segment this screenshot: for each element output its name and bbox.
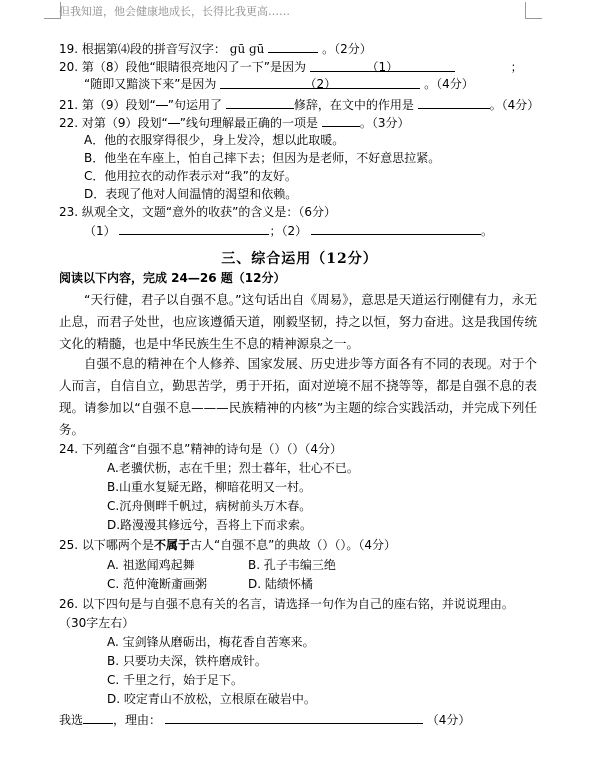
question-text: 根据第⑷段的拼音写汉字： — [81, 42, 226, 56]
question-score: 。（3分） — [359, 116, 410, 130]
option-b: B. 孔子韦编三绝 — [248, 558, 336, 572]
question-text: 第（8）段他“眼睛很亮地闪了一下”是因为 — [81, 60, 306, 74]
passage-paragraph-2: 自强不息的精神在个人修养、国家发展、历史进步等方面各有不同的表现。对于个人而言，自信自立，勤思苦学，勇于开拓，面对逆境不屈不挠等等，都是自强不息的表现。 — [59, 356, 537, 415]
answer-blank[interactable] — [418, 96, 490, 109]
answer-blank-2[interactable] — [220, 76, 420, 89]
passage-paragraph-3: 请参加以“自强不息———民族精神的内核”为主题的综合实践活动，并完成下列任务。 — [59, 400, 537, 437]
question-text: 第（9）段划“ — [81, 98, 156, 112]
section-intro: 阅读以下内容，完成 24—26 题（12分） — [59, 271, 286, 285]
question-number: 22. — [59, 116, 79, 130]
question-24 — [59, 441, 342, 457]
option-d: D．表现了他对人间温情的渴望和依赖。 — [84, 187, 298, 201]
punctuation: 。 — [480, 224, 493, 238]
answer-blank-2[interactable] — [311, 222, 481, 235]
answer-blank-1[interactable] — [119, 222, 269, 235]
option-c: C．他用拉衣的动作表示对“我”的友好。 — [84, 169, 297, 183]
answer-blank[interactable] — [226, 96, 294, 109]
question-score: 。（2分） — [322, 42, 372, 56]
question-text: 纵观全文，文题“意外的收获”的含义是：（6分） — [81, 205, 336, 219]
question-number: 26. — [59, 597, 79, 611]
question-20-line-1 — [59, 59, 523, 75]
option-b: B.山重水复疑无路，柳暗花明又一村。 — [107, 480, 312, 494]
blank-label: （2） — [304, 77, 337, 91]
question-score: 。（4分） — [424, 77, 474, 91]
answer-blank-1[interactable] — [310, 59, 455, 72]
corner-mark-right — [525, 2, 542, 19]
option-a: A．他的衣服穿得很少，身上发冷，想以此取暖。 — [84, 133, 345, 147]
question-20-line-2 — [84, 76, 474, 92]
question-text: 修辞，在文中的作用是 — [293, 98, 414, 112]
option-a: A. 祖逖闻鸡起舞 — [107, 558, 195, 572]
option-c: C. 千里之行，始于足下。 — [107, 673, 244, 687]
emphasis-text: 不属于 — [153, 538, 190, 552]
question-text: 以下哪两个是 — [81, 538, 154, 552]
reason-label: ，理由： — [113, 713, 162, 727]
question-26-word-limit: （30字左右） — [59, 616, 135, 630]
option-d: D. 陆绩怀橘 — [248, 577, 313, 591]
wavy-underline-mark — [156, 101, 168, 106]
option-d: D.路漫漫其修远兮，吾将上下而求索。 — [107, 518, 313, 532]
reason-blank[interactable] — [165, 711, 423, 724]
option-a: A.老骥伏枥，志在千里；烈士暮年，壮心不已。 — [107, 461, 359, 475]
question-22 — [59, 114, 409, 131]
question-26 — [59, 596, 514, 612]
answer-label-1: （1） — [84, 224, 116, 238]
question-26-answer — [59, 711, 470, 728]
question-19 — [59, 40, 372, 57]
question-21 — [59, 96, 539, 113]
question-25 — [59, 537, 396, 553]
question-text: 古人“自强不息”的典故（）（）。（4分） — [189, 538, 397, 552]
option-d: D. 咬定青山不放松，立根原在破岩中。 — [107, 692, 316, 706]
question-number: 23. — [59, 205, 79, 219]
question-text: “随即又黯淡下来”是因为 — [84, 77, 217, 91]
passage-paragraph-1: “天行健，君子以自强不息。”这句话出自《周易》，意思是天道运行刚健有力，永无止息，而君子处世，也应该遵循天道，刚毅坚韧，持之以恒，努力奋进。这是我国传统文化的精髓，也是中华民族生生不息的精神源泉之一。 — [59, 292, 537, 351]
question-number: 21. — [59, 98, 79, 112]
question-score: 。（4分） — [489, 98, 540, 112]
choice-blank[interactable] — [83, 711, 113, 724]
question-text: ”线句理解最正确的一项是 — [179, 116, 318, 130]
answer-blank[interactable] — [322, 114, 360, 127]
pinyin: ɡū ɡū — [229, 42, 265, 56]
question-23-answers — [84, 222, 493, 239]
question-23 — [59, 204, 336, 220]
question-text: 以下四句是与自强不息有关的名言，请选择一句作为自己的座右铭，并说说理由。 — [81, 597, 514, 611]
question-number: 24. — [59, 442, 79, 456]
question-text: 下列蕴含“自强不息”精神的诗句是（）（）（4分） — [81, 442, 342, 456]
question-text: ”句运用了 — [167, 98, 222, 112]
option-a: A. 宝剑锋从磨砺出，梅花香自苦寒来。 — [107, 635, 315, 649]
option-c: C.沉舟侧畔千帆过，病树前头万木春。 — [107, 499, 312, 513]
answer-blank[interactable] — [268, 40, 318, 53]
question-score: （4分） — [426, 713, 471, 727]
blank-label: （1） — [366, 60, 399, 74]
underline-mark — [168, 119, 180, 124]
question-number: 25. — [59, 538, 79, 552]
answer-label-2: ；（2） — [269, 224, 308, 238]
option-b: B. 只要功夫深，铁杵磨成针。 — [107, 654, 267, 668]
punctuation: ； — [510, 60, 523, 74]
question-text: 对第（9）段划“ — [81, 116, 168, 130]
question-number: 20. — [59, 60, 79, 74]
question-number: 19. — [59, 42, 79, 56]
option-c: C. 范仲淹断齑画粥 — [107, 577, 208, 591]
choice-label: 我选 — [59, 713, 84, 727]
option-b: B．他坐在车座上，怕自己摔下去；但因为是老师，不好意思拉紧。 — [84, 151, 441, 165]
section-title: 三、综合运用（12分） — [221, 251, 378, 267]
previous-page-text: 但我知道，他会健康地成长，长得比我更高…… — [59, 5, 290, 18]
